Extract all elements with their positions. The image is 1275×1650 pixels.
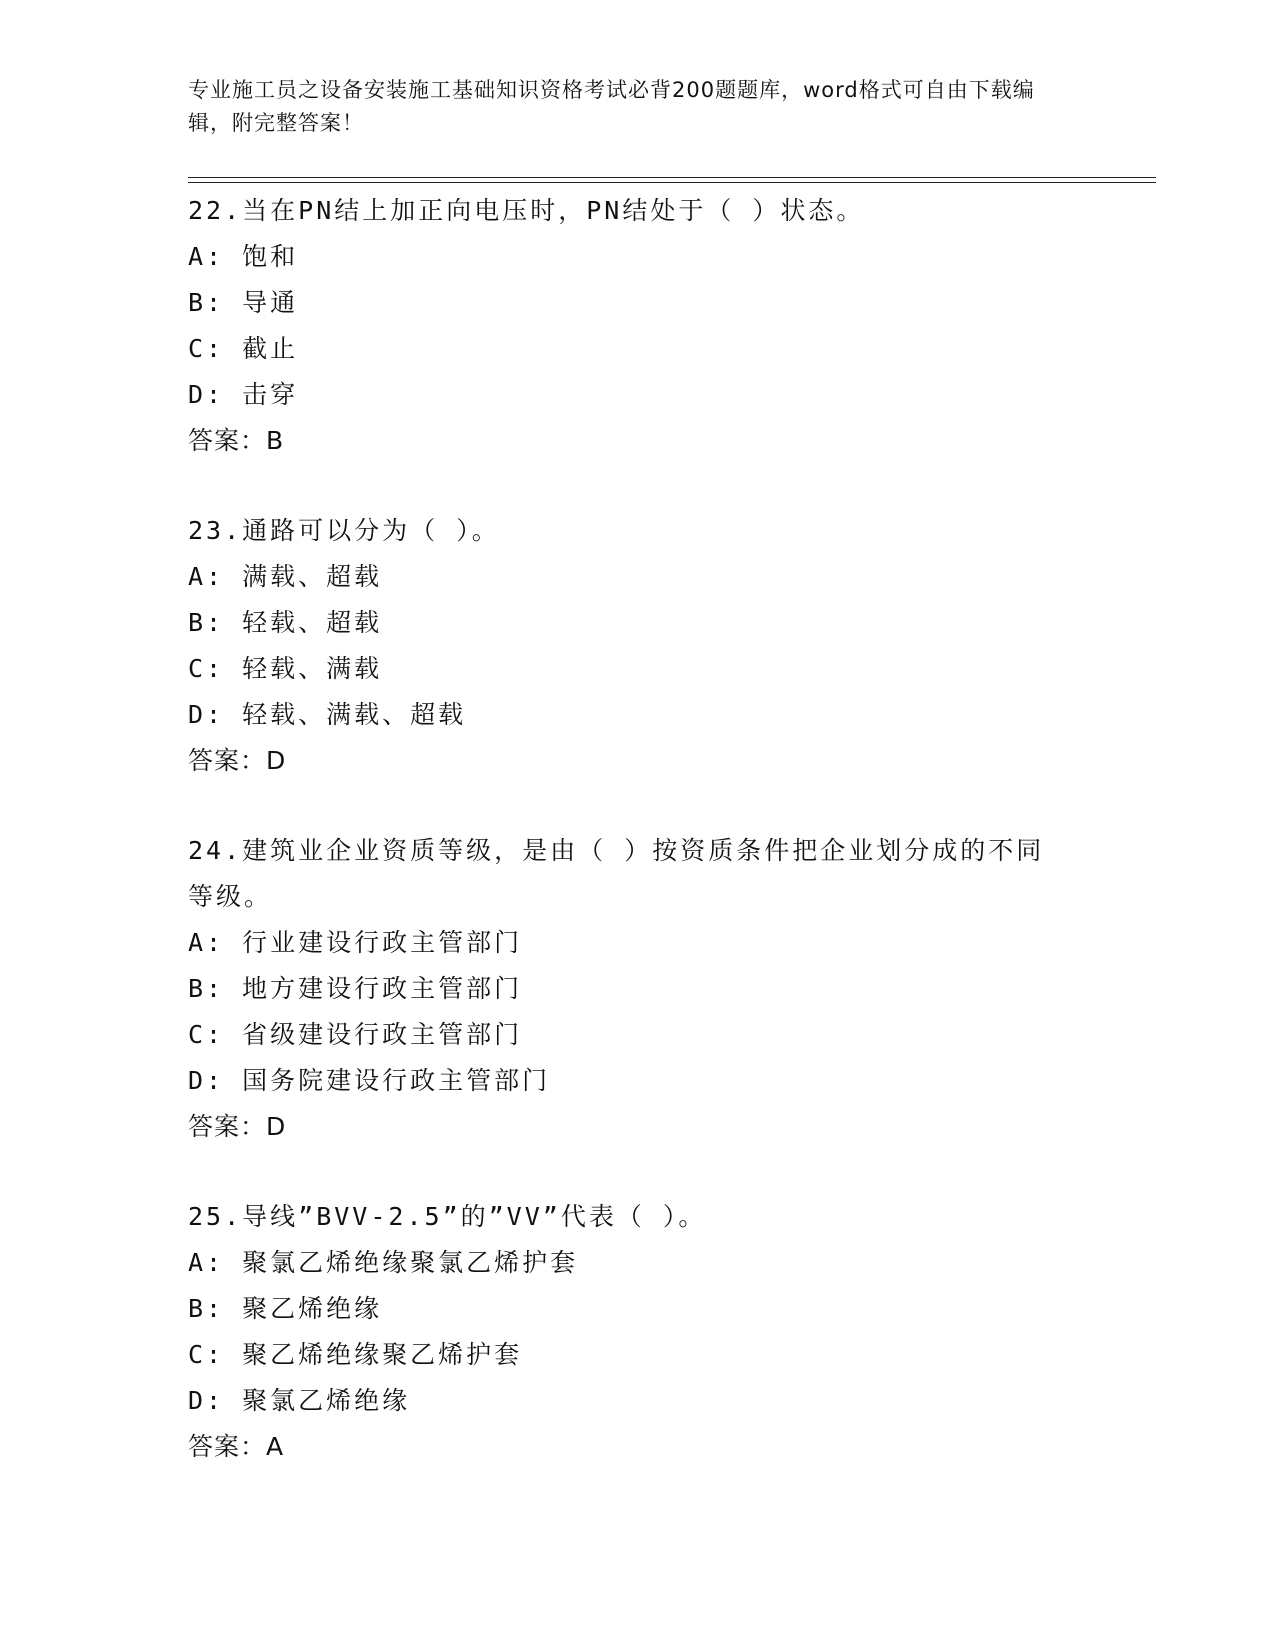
option-c: C: 轻载、满载 xyxy=(188,654,383,683)
header-divider-top xyxy=(188,177,1156,178)
option-a: A: 行业建设行政主管部门 xyxy=(188,928,523,957)
option-c: C: 省级建设行政主管部门 xyxy=(188,1020,523,1049)
question-23 xyxy=(188,508,1068,784)
answer: 答案：D xyxy=(188,746,287,775)
answer: 答案：B xyxy=(188,426,285,455)
option-b: B: 地方建设行政主管部门 xyxy=(188,974,523,1003)
option-b: B: 轻载、超载 xyxy=(188,608,383,637)
option-a: A: 满载、超载 xyxy=(188,562,383,591)
question-22 xyxy=(188,188,1068,464)
question-stem: 24.建筑业企业资质等级，是由（ ）按资质条件把企业划分成的不同等级。 xyxy=(188,836,1045,911)
option-c: C: 截止 xyxy=(188,334,299,363)
option-b: B: 导通 xyxy=(188,288,299,317)
option-a: A: 聚氯乙烯绝缘聚氯乙烯护套 xyxy=(188,1248,579,1277)
question-stem: 23.通路可以分为（ ）。 xyxy=(188,516,500,545)
question-24 xyxy=(188,828,1068,1150)
question-stem: 22.当在PN结上加正向电压时，PN结处于（ ）状态。 xyxy=(188,196,865,225)
answer: 答案：D xyxy=(188,1112,287,1141)
option-c: C: 聚乙烯绝缘聚乙烯护套 xyxy=(188,1340,523,1369)
document-header: 专业施工员之设备安装施工基础知识资格考试必背200题题库，word格式可自由下载编辑，附完整答案！ xyxy=(188,78,1035,135)
option-d: D: 击穿 xyxy=(188,380,299,409)
question-25 xyxy=(188,1194,1068,1470)
option-d: D: 国务院建设行政主管部门 xyxy=(188,1066,551,1095)
answer: 答案：A xyxy=(188,1432,285,1461)
question-stem: 25.导线”BVV-2.5”的”VV”代表（ ）。 xyxy=(188,1202,707,1231)
option-d: D: 聚氯乙烯绝缘 xyxy=(188,1386,411,1415)
option-d: D: 轻载、满载、超载 xyxy=(188,700,467,729)
option-b: B: 聚乙烯绝缘 xyxy=(188,1294,383,1323)
header-divider-bottom xyxy=(188,182,1156,183)
option-a: A: 饱和 xyxy=(188,242,299,271)
